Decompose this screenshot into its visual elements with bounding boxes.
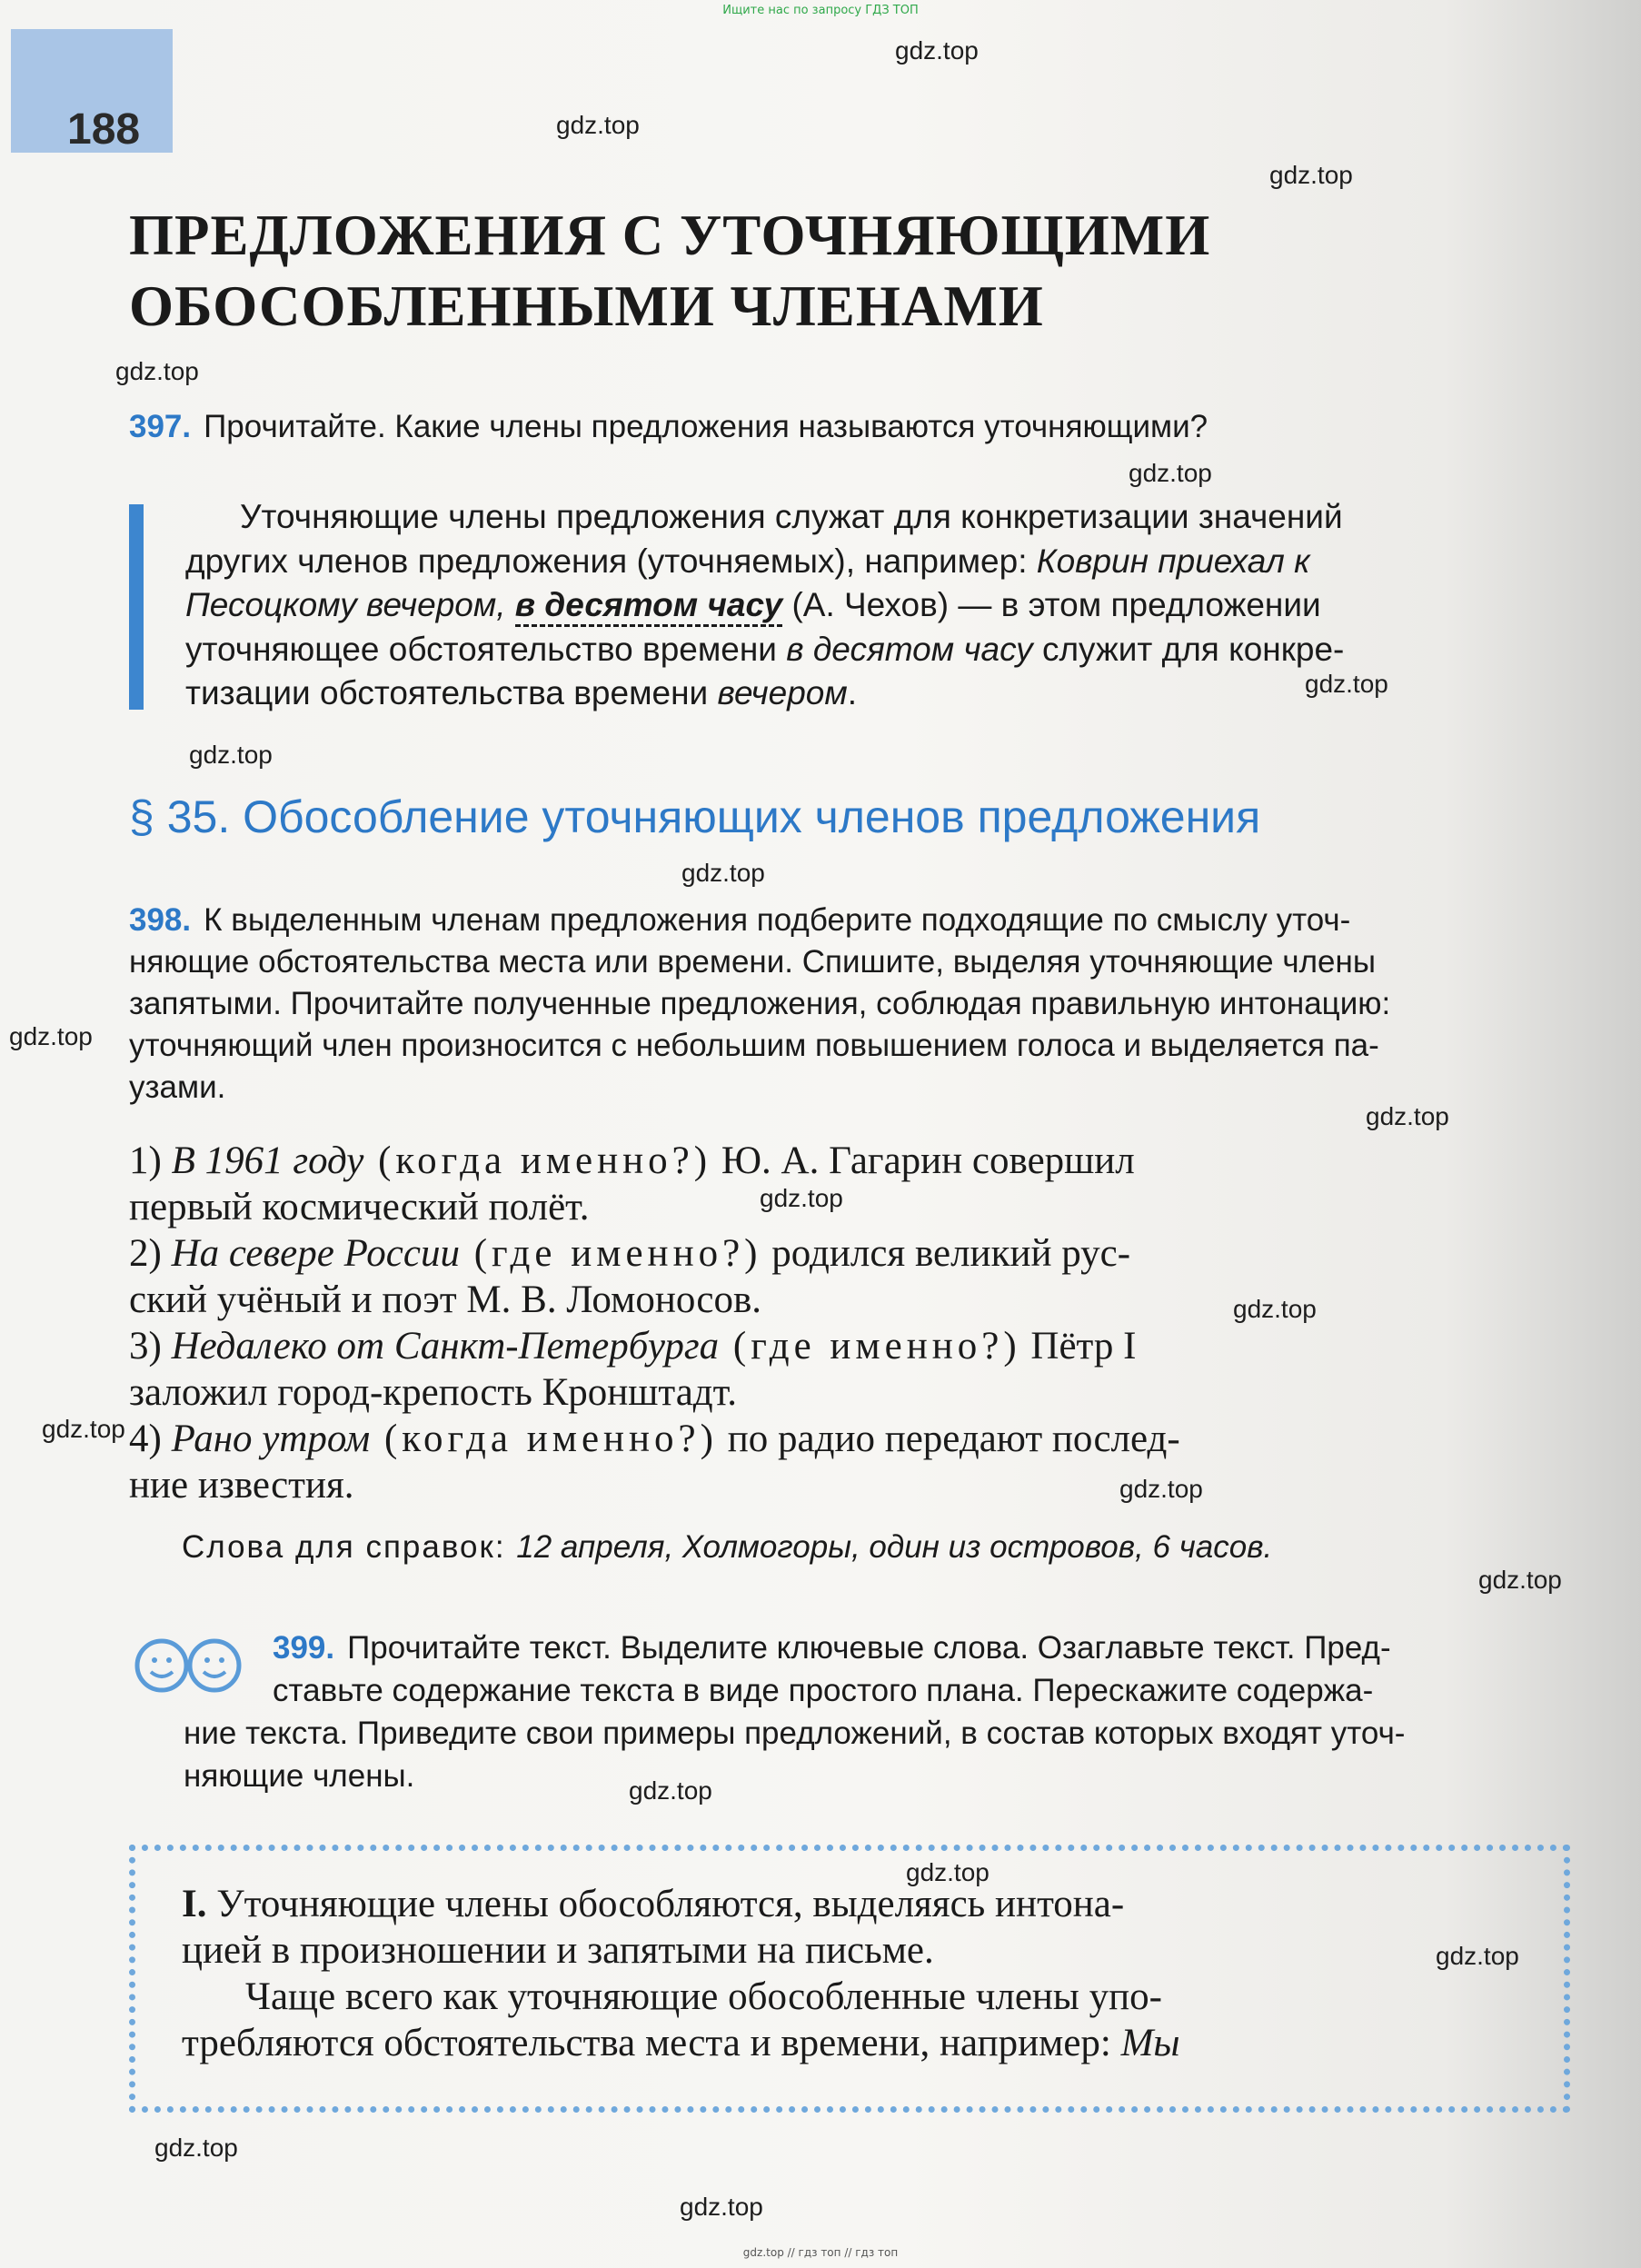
watermark: gdz.top (760, 1184, 843, 1212)
watermark: gdz.top (1119, 1475, 1203, 1503)
rule-line: требляются обстоятельства места и времени, например: Мы (182, 2022, 1180, 2064)
pair-work-smiley-icon (134, 1636, 244, 1696)
page-number: 188 (67, 105, 141, 154)
exercise-text: ние текста. Приведите свои примеры предложений, в состав которых входят уточ- (184, 1716, 1406, 1751)
chapter-title-line: ОБОСОБЛЕННЫМИ ЧЛЕНАМИ (129, 274, 1044, 338)
exercise-text: Прочитайте. Какие члены предложения называются уточняющими? (204, 409, 1208, 444)
reference-words (182, 1529, 1272, 1566)
section-heading: § 35. Обособление уточняющих членов предложения (129, 791, 1261, 842)
watermark: gdz.top (1436, 1942, 1519, 1970)
sentence: 2) На севере России (где именно?) родился великий рус- (129, 1232, 1131, 1275)
watermark: gdz.top (154, 2134, 238, 2162)
exercise-sentences (129, 1138, 1574, 1508)
exercise-397 (129, 405, 1565, 449)
sentence: заложил город-крепость Кронштадт. (129, 1371, 737, 1414)
top-banner: Ищите нас по запросу ГДЗ ТОП (722, 4, 919, 17)
rule-line: Чаще всего как уточняющие обособленные члены упо- (245, 1975, 1162, 2018)
sentence: 3) Недалеко от Санкт-Петербурга (где именно?) Пётр I (129, 1325, 1137, 1368)
rule-bar (129, 504, 144, 710)
rule-line: других членов предложения (уточняемых), например: Коврин приехал к (185, 542, 1310, 580)
chapter-title-line: ПРЕДЛОЖЕНИЯ С УТОЧНЯЮЩИМИ (129, 204, 1211, 267)
rule-box-text (182, 1881, 1517, 2066)
sentence: ние известия. (129, 1464, 354, 1507)
exercise-text: запятыми. Прочитайте полученные предложения, соблюдая правильную интонацию: (129, 986, 1391, 1021)
watermark: gdz.top (115, 357, 199, 385)
reference-label: Слова для справок: (182, 1529, 517, 1565)
watermark: gdz.top (189, 741, 273, 769)
underlined-example: в десятом часу (515, 586, 782, 627)
bottom-banner: gdz.top // гдз топ // гдз топ (742, 2246, 899, 2259)
rule-line: цией в произношении и запятыми на письме. (182, 1929, 934, 1972)
watermark: gdz.top (1129, 459, 1212, 487)
rule-definition (129, 495, 1583, 716)
chapter-title (129, 200, 1492, 342)
watermark: gdz.top (556, 111, 640, 139)
watermark: gdz.top (1233, 1295, 1317, 1323)
watermark: gdz.top (1305, 670, 1388, 698)
rule-line: I. Уточняющие члены обособляются, выделяясь интона- (182, 1883, 1125, 1925)
sentence: 1) В 1961 году (когда именно?) Ю. А. Гагарин совершил (129, 1139, 1135, 1182)
watermark: gdz.top (681, 859, 765, 887)
reference-list: 12 апреля, Холмогоры, один из островов, 6 часов. (516, 1529, 1273, 1565)
watermark: gdz.top (42, 1415, 125, 1443)
watermark: gdz.top (9, 1022, 93, 1050)
exercise-number: 398. (129, 902, 192, 938)
exercise-text: няющие обстоятельства места или времени. Спишите, выделяя уточняющие члены (129, 944, 1376, 980)
exercise-text: узами. (129, 1069, 226, 1105)
exercise-398 (129, 900, 1574, 1109)
exercise-399 (184, 1626, 1572, 1797)
exercise-number: 397. (129, 409, 192, 444)
watermark: gdz.top (1478, 1566, 1562, 1594)
watermark: gdz.top (906, 1858, 990, 1886)
watermark: gdz.top (629, 1776, 712, 1805)
exercise-text: ставьте содержание текста в виде простого плана. Перескажите содержа- (273, 1673, 1374, 1708)
rule-line: Песоцкому вечером, в десятом часу (А. Чехов) — в этом предложении (185, 583, 1583, 628)
rule-line: тизации обстоятельства времени вечером. (185, 674, 857, 711)
exercise-text: уточняющий член произносится с небольшим повышением голоса и выделяется па- (129, 1028, 1379, 1063)
watermark: gdz.top (1366, 1102, 1449, 1130)
exercise-text: Прочитайте текст. Выделите ключевые слова. Озаглавьте текст. Пред- (347, 1630, 1391, 1666)
watermark: gdz.top (680, 2193, 763, 2221)
rule-line: Уточняющие члены предложения служат для конкретизации значений (240, 498, 1343, 535)
exercise-text: К выделенным членам предложения подберите подходящие по смыслу уточ- (204, 902, 1351, 938)
sentence: ский учёный и поэт М. В. Ломоносов. (129, 1278, 762, 1321)
exercise-number: 399. (273, 1630, 335, 1666)
exercise-text: няющие члены. (184, 1758, 415, 1794)
sentence: 4) Рано утром (когда именно?) по радио передают послед- (129, 1418, 1180, 1460)
sentence: первый космический полёт. (129, 1186, 590, 1228)
rule-line: уточняющее обстоятельство времени в десятом часу служит для конкре- (185, 630, 1345, 668)
watermark: gdz.top (1269, 161, 1353, 189)
watermark: gdz.top (895, 36, 979, 65)
